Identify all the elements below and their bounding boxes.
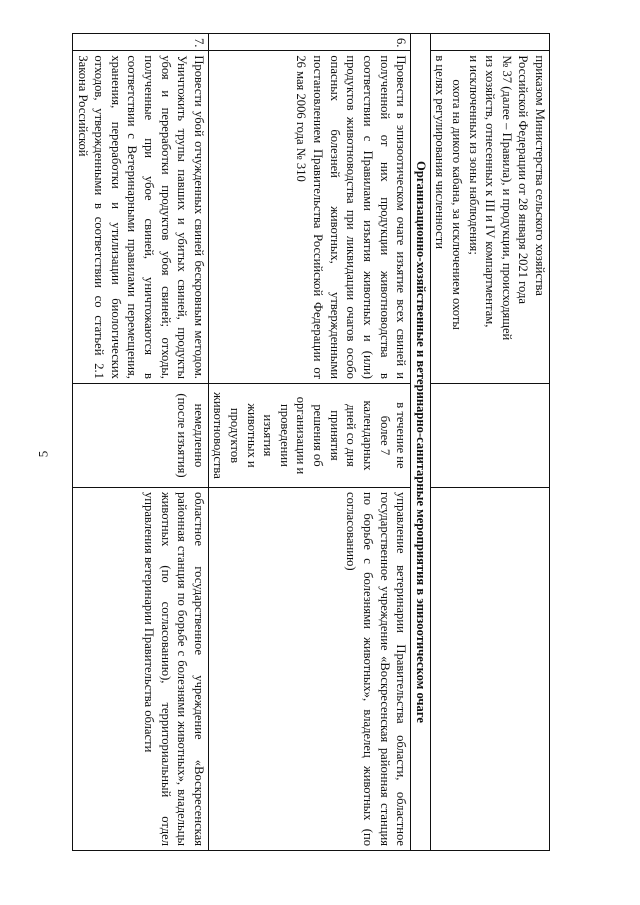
- term-cell: немедленно (после изъятия): [72, 383, 208, 487]
- action-cell: [430, 51, 549, 384]
- action-line: Российской Федерации от 28 января 2021 года: [516, 55, 531, 304]
- term-cell: в течение не более 7 календарных дней со дня принятия решения об организации и проведении изъятия животных и продуктов животноводства: [208, 383, 410, 487]
- section-heading: Организационно-хозяйственные и ветеринарно-санитарные мероприятия в эпизоотическом очаге: [411, 34, 431, 851]
- responsible-cell: управление ветеринарии Правительства области, областное государственное учреждение «Воскресенская районная станция по борьбе с болезнями животных», владелец животных (по согласованию): [208, 487, 410, 850]
- row-number-cell: [430, 34, 549, 51]
- table-row: [72, 34, 208, 851]
- measures-table: [72, 33, 550, 851]
- section-heading-row: [411, 34, 431, 851]
- action-line: в целях регулирования численности: [433, 55, 448, 249]
- responsible-cell: областное государственное учреждение «Воскресенская районная станция по борьбе с болезнями животных», владельцы животных (по согласованию), территориальный отдел управления ветеринарии Правительства области: [72, 487, 208, 850]
- action-line: № 37 (далее – Правила), и продукции, происходящей: [499, 55, 514, 341]
- table-row-continuation: [430, 34, 549, 851]
- row-number: 7.: [72, 34, 208, 51]
- action-line: приказом Министерства сельского хозяйства: [533, 55, 547, 296]
- action-cell: Провести в эпизоотическом очаге изъятие всех свиней и полученной от них продукции животноводства в соответствии с Правилами изъятия животных и (или) продуктов животноводства при ликвидации очагов особо опасных болезней животных, утвержденными постановлением Правительства Российской Федерации от 26 мая 2006 года № 310: [208, 51, 410, 384]
- action-line: и исключенных из зоны наблюдения;: [466, 55, 481, 255]
- action-line: охота на дикого кабана, за исключением охоты: [449, 79, 464, 330]
- measures-table-sheet: [75, 33, 550, 851]
- responsible-cell: [430, 487, 549, 850]
- action-line: из хозяйств, отнесенных к III и IV компартментам,: [483, 55, 498, 328]
- row-number: 6.: [208, 34, 410, 51]
- page-number: 5: [35, 450, 51, 458]
- action-cell: Провести убой отчужденных свиней бескровным методом. Уничтожить трупы павших и убитых свиней, продукты убоя и переработки продуктов убоя свиней; отходы, полученные при убое свиней, уничтожаются в соответствии с Ветеринарными правилами перемещения, хранения, переработки и утилизации биологических отходов, утвержденными в соответствии со статьей 2.1 Закона Российской: [72, 51, 208, 384]
- table-row: [208, 34, 410, 851]
- term-cell: [430, 383, 549, 487]
